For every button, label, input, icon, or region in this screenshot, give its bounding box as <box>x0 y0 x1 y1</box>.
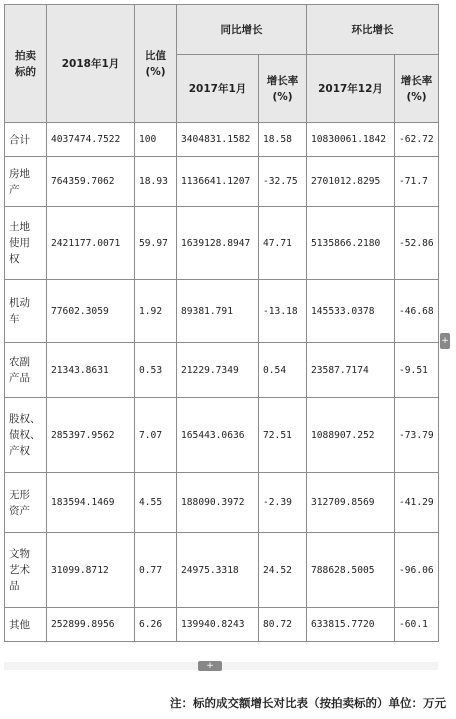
cell-2017-jan: 139940.8243 <box>177 608 259 642</box>
row-label: 农副产品 <box>5 343 47 398</box>
cell-2018: 285397.9562 <box>47 398 135 473</box>
cell-2018: 31099.8712 <box>47 533 135 608</box>
row-label: 房地产 <box>5 157 47 207</box>
cell-2017-dec: 10830061.1842 <box>307 123 395 157</box>
cell-ratio: 7.07 <box>135 398 177 473</box>
cell-2018: 252899.8956 <box>47 608 135 642</box>
table-note: 注：标的成交额增长对比表（按拍卖标的）单位：万元 <box>170 696 446 710</box>
cell-yoy-rate: 24.52 <box>259 533 307 608</box>
table-row <box>5 343 439 398</box>
cell-yoy-rate: 80.72 <box>259 608 307 642</box>
cell-mom-rate: -62.72 <box>395 123 439 157</box>
cell-ratio: 18.93 <box>135 157 177 207</box>
cell-2017-dec: 312709.8569 <box>307 473 395 533</box>
cell-2017-dec: 5135866.2180 <box>307 207 395 280</box>
cell-2017-jan: 165443.0636 <box>177 398 259 473</box>
cell-2017-jan: 1639128.8947 <box>177 207 259 280</box>
row-label: 股权、债权、产权 <box>5 398 47 473</box>
expand-bottom-handle[interactable]: + <box>198 661 222 671</box>
cell-ratio: 0.77 <box>135 533 177 608</box>
cell-2017-dec: 788628.5005 <box>307 533 395 608</box>
cell-2017-dec: 145533.0378 <box>307 280 395 343</box>
header-ratio: 比值(%) <box>135 5 177 123</box>
cell-mom-rate: -96.06 <box>395 533 439 608</box>
row-label: 土地使用权 <box>5 207 47 280</box>
cell-mom-rate: -60.1 <box>395 608 439 642</box>
cell-mom-rate: -73.79 <box>395 398 439 473</box>
cell-yoy-rate: -13.18 <box>259 280 307 343</box>
cell-ratio: 0.53 <box>135 343 177 398</box>
table-row <box>5 207 439 280</box>
cell-yoy-rate: 18.58 <box>259 123 307 157</box>
header-item: 拍卖标的 <box>5 5 47 123</box>
header-2017-jan: 2017年1月 <box>177 55 259 123</box>
cell-2017-jan: 21229.7349 <box>177 343 259 398</box>
cell-yoy-rate: 0.54 <box>259 343 307 398</box>
auction-table-container <box>4 4 438 642</box>
table-row <box>5 280 439 343</box>
cell-2018: 764359.7062 <box>47 157 135 207</box>
table-row <box>5 533 439 608</box>
header-2017-dec: 2017年12月 <box>307 55 395 123</box>
row-label: 机动车 <box>5 280 47 343</box>
cell-2018: 4037474.7522 <box>47 123 135 157</box>
table-row <box>5 157 439 207</box>
auction-comparison-table <box>4 4 439 642</box>
cell-yoy-rate: 72.51 <box>259 398 307 473</box>
cell-2018: 2421177.0071 <box>47 207 135 280</box>
cell-2018: 77602.3059 <box>47 280 135 343</box>
row-label: 文物艺术品 <box>5 533 47 608</box>
header-yoy-rate: 增长率(%) <box>259 55 307 123</box>
cell-mom-rate: -71.7 <box>395 157 439 207</box>
cell-2017-dec: 23587.7174 <box>307 343 395 398</box>
expand-right-handle[interactable]: + <box>440 333 450 349</box>
row-label: 其他 <box>5 608 47 642</box>
cell-2017-jan: 1136641.1207 <box>177 157 259 207</box>
row-label: 无形资产 <box>5 473 47 533</box>
header-yoy: 同比增长 <box>177 5 307 55</box>
table-row <box>5 608 439 642</box>
cell-2017-jan: 24975.3318 <box>177 533 259 608</box>
cell-ratio: 4.55 <box>135 473 177 533</box>
cell-2017-dec: 1088907.252 <box>307 398 395 473</box>
cell-mom-rate: -46.68 <box>395 280 439 343</box>
cell-ratio: 100 <box>135 123 177 157</box>
cell-yoy-rate: -32.75 <box>259 157 307 207</box>
cell-2018: 183594.1469 <box>47 473 135 533</box>
cell-mom-rate: -52.86 <box>395 207 439 280</box>
cell-mom-rate: -41.29 <box>395 473 439 533</box>
table-row <box>5 473 439 533</box>
table-row <box>5 123 439 157</box>
cell-yoy-rate: 47.71 <box>259 207 307 280</box>
header-mom: 环比增长 <box>307 5 439 55</box>
cell-2017-dec: 633815.7720 <box>307 608 395 642</box>
table-row <box>5 398 439 473</box>
cell-2017-jan: 89381.791 <box>177 280 259 343</box>
row-label: 合计 <box>5 123 47 157</box>
cell-yoy-rate: -2.39 <box>259 473 307 533</box>
cell-2017-jan: 3404831.1582 <box>177 123 259 157</box>
cell-2017-dec: 2701012.8295 <box>307 157 395 207</box>
header-mom-rate: 增长率(%) <box>395 55 439 123</box>
cell-2018: 21343.8631 <box>47 343 135 398</box>
header-2018-jan: 2018年1月 <box>47 5 135 123</box>
cell-mom-rate: -9.51 <box>395 343 439 398</box>
cell-ratio: 1.92 <box>135 280 177 343</box>
cell-ratio: 59.97 <box>135 207 177 280</box>
cell-2017-jan: 188090.3972 <box>177 473 259 533</box>
cell-ratio: 6.26 <box>135 608 177 642</box>
